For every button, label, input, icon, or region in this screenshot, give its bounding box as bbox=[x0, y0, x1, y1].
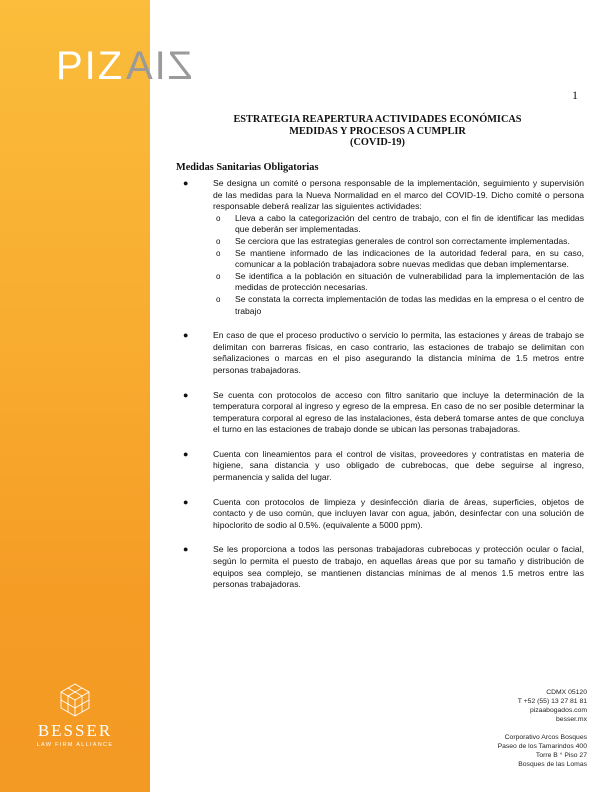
sub-list-item: o Se mantiene informado de las indicaciones de la autoridad federal para, en su caso, comunicar a la población trabajadora sobre nuevas medidas que deban implementarse. bbox=[216, 247, 584, 270]
alliance-tagline: LAW FIRM ALLIANCE bbox=[36, 742, 114, 748]
besser-logo bbox=[20, 683, 130, 748]
list-item: ● En caso de que el proceso productivo o servicio lo permita, las estaciones y áreas de trabajo se delimitan con barreras físicas, en caso contrario, las estaciones de trabajo se delimitan con señalizaciones o marcas en el piso asegurando la distancia mínima de 1.5 metros entre personas trabajadoras. bbox=[183, 330, 584, 375]
footer-spacer bbox=[498, 724, 587, 733]
sub-list bbox=[213, 213, 584, 317]
bullet-icon: ● bbox=[183, 389, 189, 400]
circle-bullet-icon: o bbox=[216, 236, 221, 246]
logo-subtitle: ATTORNEYS AT LAW bbox=[150, 90, 241, 100]
section-heading: Medidas Sanitarias Obligatorias bbox=[176, 162, 319, 173]
document-title bbox=[170, 114, 585, 149]
list-item: ● Se les proporciona a todos las personas trabajadoras cubrebocas y protección ocular o facial, según lo permita el puesto de trabajo, en aquellas áreas que por su tamaño y distribución de equipos sea complejo, se mantienen distancias mínimas de al menos 1.5 metros entre las personas trabajadoras. bbox=[183, 544, 584, 590]
logo-left: PIZ bbox=[56, 44, 125, 88]
footer-address-line: Paseo de los Tamarindos 400 bbox=[497, 743, 587, 750]
bullet-icon: ● bbox=[183, 448, 189, 459]
footer-website[interactable]: besser.mx bbox=[556, 716, 587, 723]
page-number: 1 bbox=[572, 88, 578, 102]
bullet-icon: ● bbox=[183, 544, 189, 555]
footer-contact bbox=[498, 688, 587, 769]
piza-logo bbox=[56, 44, 246, 104]
list-item: ● Se cuenta con protocolos de acceso con filtro sanitario que incluye la determinación de la temperatura corporal al ingreso y egreso de la empresa. En caso de no ser posible determinar la temperatura corporal al egreso de las instalaciones, ésta deberá tomarse antes de que concluya el turno en las estaciones de trabajo donde se ubican las personas trabajadoras. bbox=[183, 389, 584, 435]
footer-address-line: Torre B ° Piso 27 bbox=[535, 752, 587, 759]
circle-bullet-icon: o bbox=[216, 213, 221, 223]
orange-sidebar bbox=[0, 0, 150, 792]
list-item: ● Cuenta con lineamientos para el control de visitas, proveedores y contratistas en materia de higiene, sana distancia y uso obligado de cubrebocas, que debe seguirse al ingreso, permanencia y salida del lugar. bbox=[183, 448, 584, 483]
sub-list-item: o Lleva a cabo la categorización del centro de trabajo, con el fin de identificar las medidas que deberán ser implementadas. bbox=[216, 212, 584, 235]
circle-bullet-icon: o bbox=[216, 248, 221, 258]
alliance-name: BESSER bbox=[37, 721, 113, 740]
footer-phone: T +52 (55) 13 27 81 81 bbox=[517, 698, 587, 705]
title-line: (COVID-19) bbox=[350, 137, 405, 148]
sub-list-item: o Se identifica a la población en situación de vulnerabilidad para la implementación de las medidas de protección necesarias. bbox=[216, 270, 584, 293]
title-line: ESTRATEGIA REAPERTURA ACTIVIDADES ECONÓMICAS bbox=[233, 114, 522, 125]
measures-list bbox=[176, 178, 584, 591]
list-item: ● Cuenta con protocolos de limpieza y desinfección diaria de áreas, superficies, objetos de contacto y de uso común, que incluyen lavar con agua, jabón, desinfectar con una solución de hipoclorito de sodio al 0.5%. (equivalente a 5000 ppm). bbox=[183, 496, 584, 530]
list-item: ● Se designa un comité o persona responsable de la implementación, seguimiento y supervisión de las medidas para la Nueva Normalidad en el marco del COVID-19. Dicho comité o persona responsable deberá realizar las siguientes actividades: o Lleva a cabo la categorización del centro de trabajo, con el fin de identificar las medidas que deberán ser implementadas. o Se cerciora que las estrategias generales de control son correctamente implementadas. o Se mantiene informado de las indicaciones de la autoridad federal para, en su caso, comunicar a la población trabajadora sobre nuevas medidas que deban implementarse. o Se identifica a la población en situación de vulnerabilidad para la implementación de las medidas de protección necesarias. o Se constata la correcta implementación de todas las medidas en la empresa o el centro de trabajo bbox=[183, 178, 584, 316]
footer-address-line: Bosques de las Lomas bbox=[518, 761, 587, 768]
logo-right: ZIA bbox=[124, 44, 193, 88]
footer-website[interactable]: pizaabogados.com bbox=[529, 707, 587, 714]
bullet-icon: ● bbox=[183, 330, 189, 341]
bullet-icon: ● bbox=[183, 496, 189, 507]
circle-bullet-icon: o bbox=[216, 271, 221, 281]
circle-bullet-icon: o bbox=[216, 294, 221, 304]
cube-icon bbox=[60, 683, 90, 717]
footer-address-line: Corporativo Arcos Bosques bbox=[504, 734, 587, 741]
title-line: MEDIDAS Y PROCESOS A CUMPLIR bbox=[289, 125, 466, 137]
footer-line: CDMX 05120 bbox=[546, 689, 587, 696]
sub-list-item: o Se constata la correcta implementación de todas las medidas en la empresa o el centro de trabajo bbox=[216, 293, 584, 316]
bullet-icon: ● bbox=[183, 178, 189, 188]
sub-list-item: o Se cerciora que las estrategias generales de control son correctamente implementadas. bbox=[216, 235, 570, 246]
